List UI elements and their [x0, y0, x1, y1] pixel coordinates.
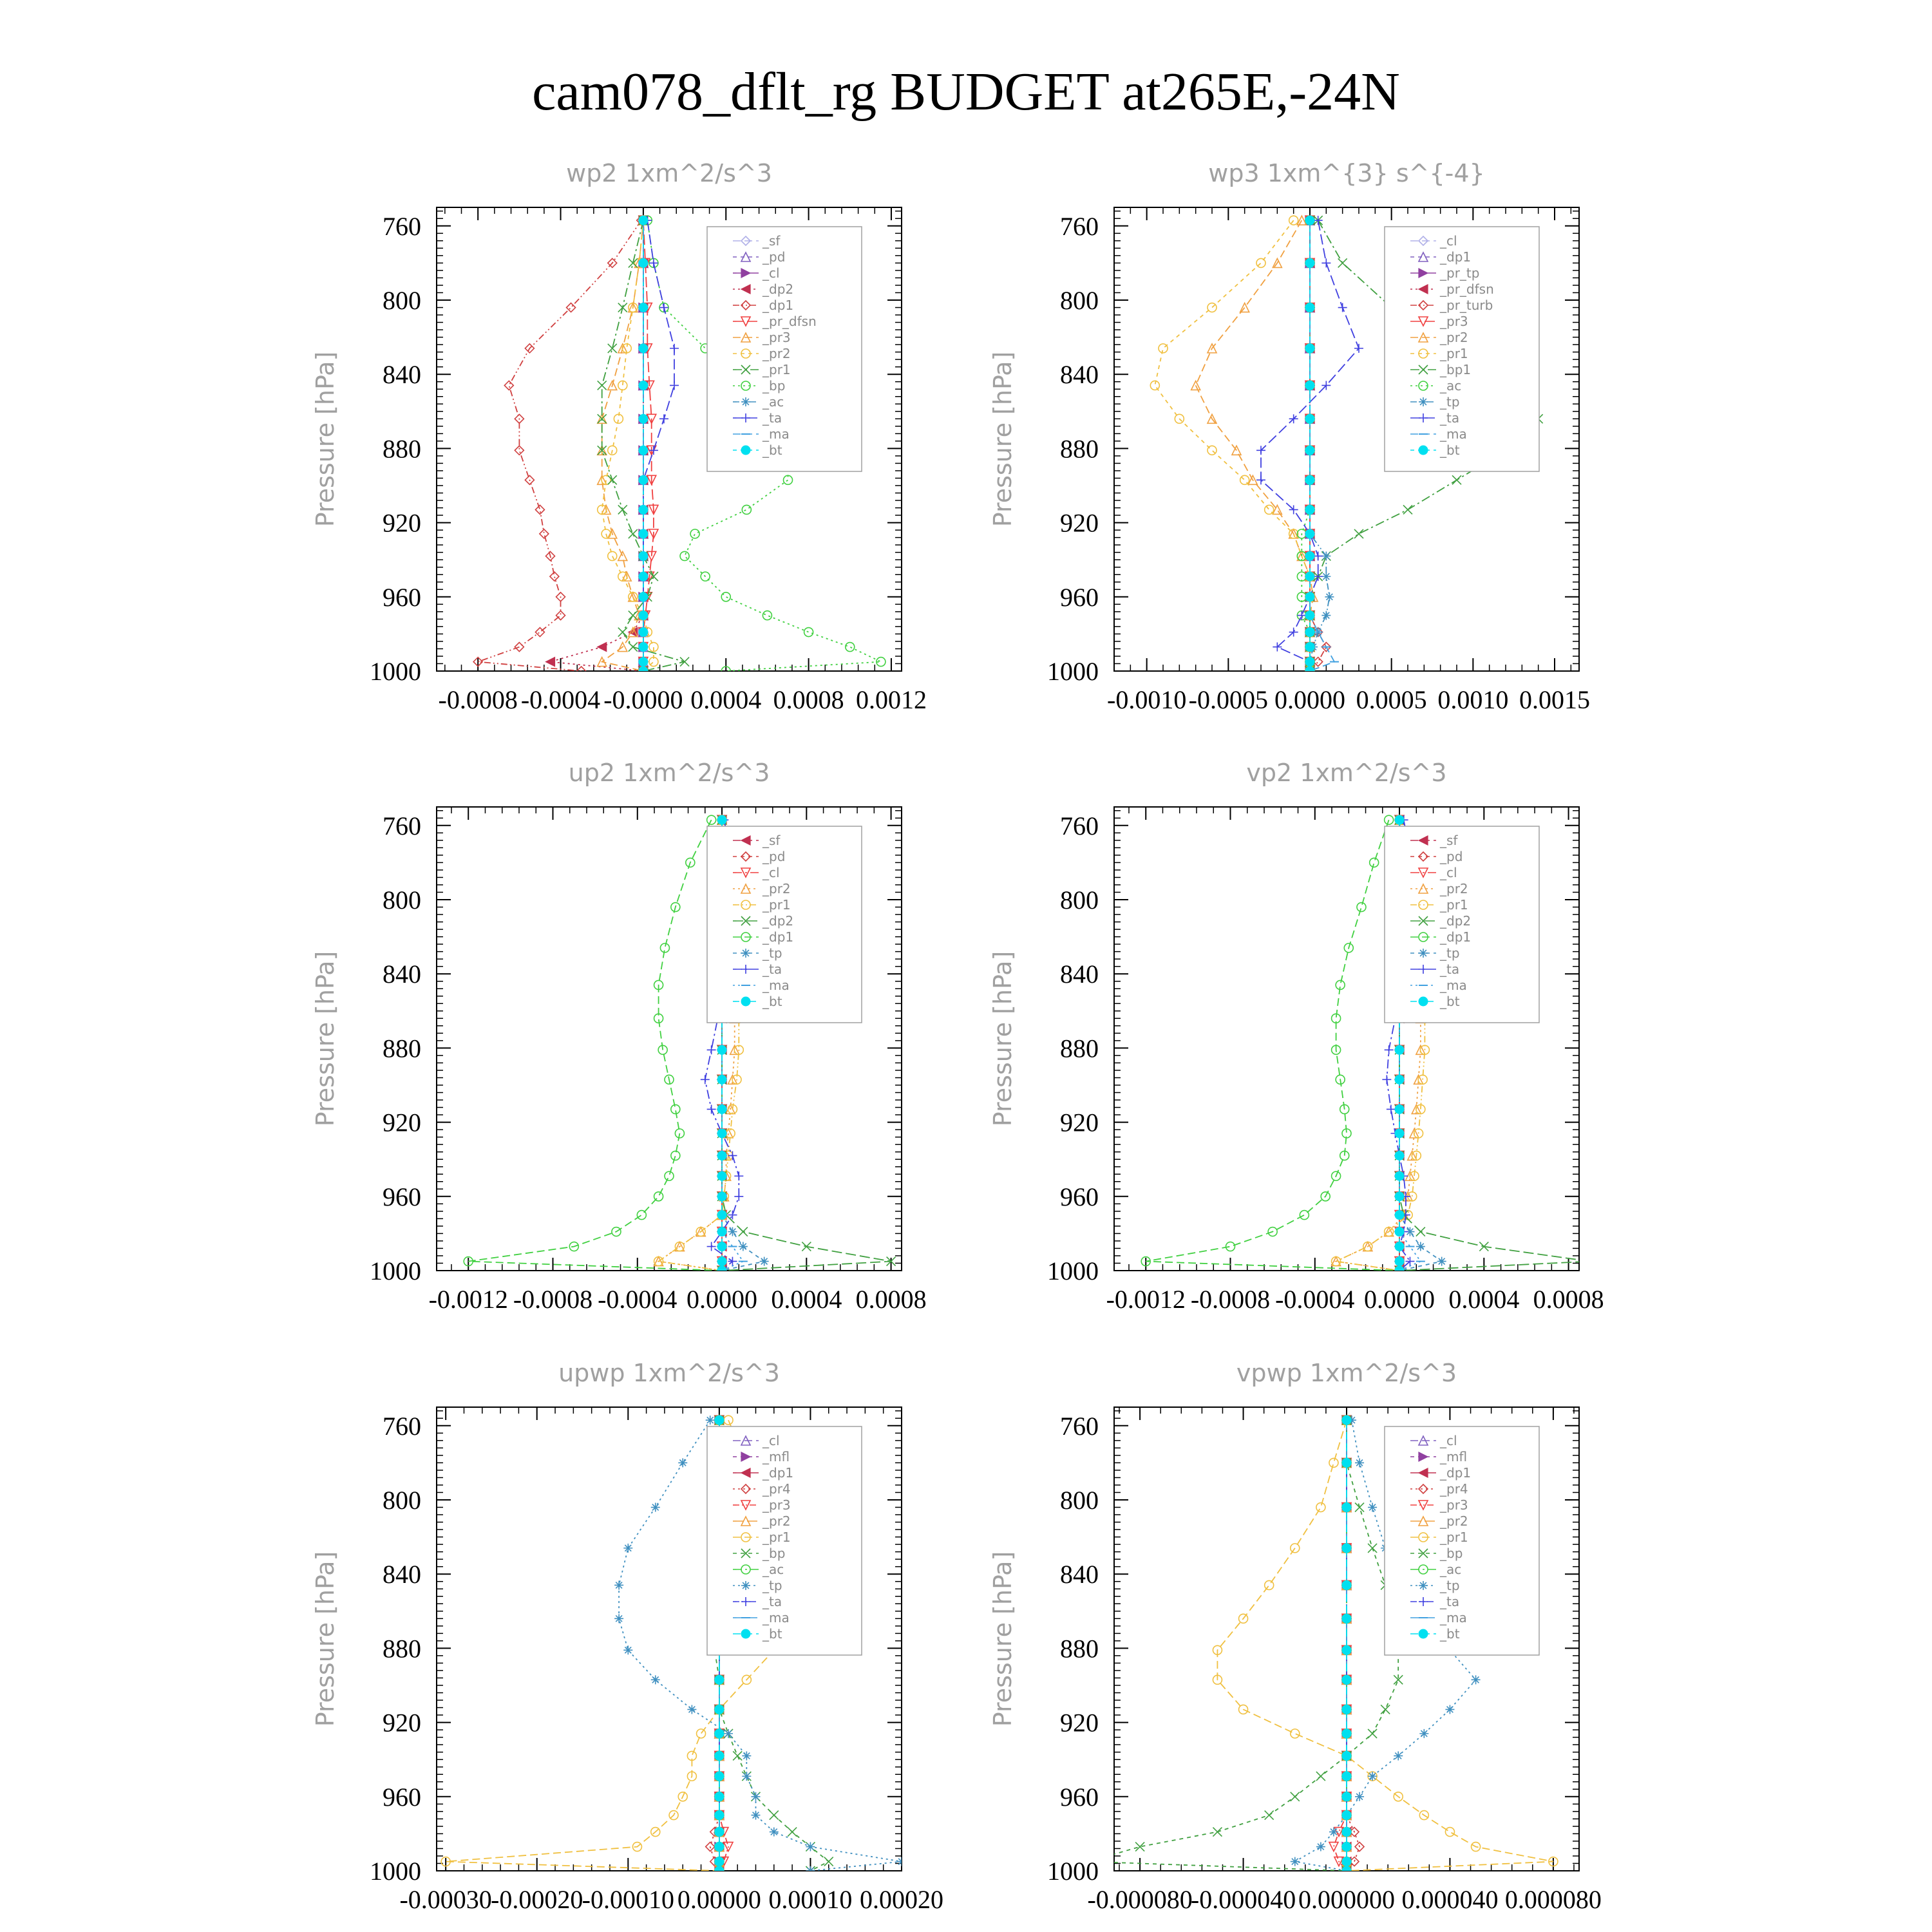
- x-tick-label: 0.0000: [1274, 685, 1345, 714]
- y-tick-label: 800: [1060, 286, 1099, 315]
- legend-label: _pr1: [762, 897, 791, 913]
- legend-label: _dp1: [762, 1465, 794, 1481]
- y-tick-label: 880: [1060, 434, 1099, 464]
- data-point: [715, 1772, 724, 1781]
- panel-title: up2 1xm^2/s^3: [568, 759, 770, 787]
- data-point: [1342, 1811, 1351, 1820]
- legend-label: _dp1: [762, 298, 794, 313]
- x-tick-label: 0.00020: [860, 1885, 943, 1914]
- legend-label: _pr_dfsn: [762, 314, 817, 329]
- legend-label: _pr2: [1440, 330, 1468, 345]
- legend-label: _dp2: [762, 913, 794, 929]
- y-tick-label: 840: [1060, 360, 1099, 390]
- y-tick-label: 760: [383, 1411, 421, 1441]
- legend-label: _ta: [1440, 1594, 1460, 1609]
- legend-label: _cl: [1440, 865, 1457, 880]
- y-axis-label: Pressure [hPa]: [311, 351, 339, 527]
- x-tick-label: 0.0015: [1519, 685, 1590, 714]
- data-point: [1445, 1705, 1454, 1714]
- legend-label: _pr3: [1440, 1497, 1468, 1513]
- legend-label: _pr1: [762, 362, 791, 377]
- legend-label: _mfl: [762, 1449, 790, 1464]
- data-point: [717, 1227, 726, 1236]
- legend-label: _dp1: [1440, 1465, 1472, 1481]
- legend-label: _pr_tp: [1440, 265, 1480, 281]
- x-tick-label: -0.000080: [1087, 1885, 1193, 1914]
- panel-title: vp2 1xm^2/s^3: [1246, 759, 1447, 787]
- data-point: [1305, 643, 1314, 652]
- y-tick-label: 760: [1060, 211, 1099, 241]
- x-tick-label: 0.0008: [773, 685, 844, 714]
- y-tick-label: 840: [1060, 1560, 1099, 1589]
- legend-label: _pr4: [762, 1481, 791, 1497]
- data-point: [639, 303, 648, 312]
- data-point: [1305, 216, 1314, 225]
- data-point: [806, 1842, 815, 1852]
- data-point: [639, 643, 648, 652]
- y-axis-label: Pressure [hPa]: [311, 951, 339, 1127]
- data-point: [1305, 303, 1314, 312]
- x-tick-label: -0.0004: [1275, 1285, 1355, 1314]
- data-point: [1394, 1751, 1403, 1760]
- x-tick-label: 0.0008: [855, 1285, 927, 1314]
- legend-label: _cl: [762, 1433, 780, 1448]
- data-point: [1355, 1792, 1364, 1801]
- x-tick-label: 0.0008: [1533, 1285, 1604, 1314]
- y-tick-label: 960: [1060, 1182, 1099, 1211]
- legend-marker: [1419, 1581, 1428, 1590]
- x-tick-label: 0.0004: [771, 1285, 842, 1314]
- x-tick-label: 0.000080: [1504, 1885, 1602, 1914]
- legend-label: _ac: [762, 1562, 784, 1577]
- legend-label: _pr4: [1440, 1481, 1468, 1497]
- data-point: [1342, 1842, 1351, 1852]
- legend-label: _cl: [1440, 233, 1457, 249]
- y-tick-label: 920: [1060, 1708, 1099, 1738]
- legend-marker: [741, 997, 750, 1006]
- data-point: [715, 1751, 724, 1760]
- legend-label: _ta: [762, 961, 782, 977]
- data-point: [639, 628, 648, 637]
- legend-label: _pr2: [1440, 881, 1468, 896]
- legend-label: _bp: [762, 1546, 786, 1561]
- x-tick-label: -0.0012: [1106, 1285, 1186, 1314]
- data-point: [1305, 344, 1314, 353]
- data-point: [639, 475, 648, 484]
- data-point: [1342, 1675, 1351, 1684]
- legend-label: _mfl: [1440, 1449, 1468, 1464]
- data-point: [715, 1416, 724, 1425]
- data-point: [1329, 1828, 1338, 1837]
- legend-label: _pr3: [762, 330, 791, 345]
- data-point: [1395, 1129, 1404, 1138]
- legend-label: _bt: [1440, 442, 1460, 458]
- data-point: [1395, 1192, 1404, 1201]
- y-axis-label: Pressure [hPa]: [989, 351, 1017, 527]
- x-tick-label: 0.0004: [1448, 1285, 1520, 1314]
- y-tick-label: 880: [383, 1034, 421, 1063]
- legend-label: _bt: [1440, 1626, 1460, 1642]
- legend-label: _pr2: [762, 881, 791, 896]
- legend-label: _tp: [1440, 945, 1460, 961]
- legend-label: _dp1: [1440, 249, 1472, 265]
- panel-title: wp2 1xm^2/s^3: [566, 159, 772, 187]
- data-point: [1368, 1503, 1377, 1512]
- legend-label: _pr3: [762, 1497, 791, 1513]
- legend-label: _cl: [762, 265, 780, 281]
- data-point: [1305, 505, 1314, 514]
- x-tick-label: -0.0000: [603, 685, 683, 714]
- y-tick-label: 960: [1060, 582, 1099, 612]
- y-tick-label: 960: [383, 582, 421, 612]
- y-tick-label: 800: [1060, 1486, 1099, 1515]
- legend-label: _pr_turb: [1440, 298, 1493, 313]
- y-tick-label: 880: [383, 1634, 421, 1663]
- data-point: [715, 1857, 724, 1866]
- data-point: [1342, 1458, 1351, 1467]
- legend-label: _pd: [762, 249, 786, 265]
- y-tick-label: 1000: [1047, 1857, 1099, 1886]
- legend-label: _dp1: [1440, 929, 1472, 945]
- legend-label: _pd: [1440, 849, 1463, 864]
- data-point: [715, 1705, 724, 1714]
- data-point: [715, 1811, 724, 1820]
- data-point: [717, 1257, 726, 1266]
- y-tick-label: 840: [383, 360, 421, 390]
- data-point: [1395, 1171, 1404, 1180]
- y-tick-label: 920: [1060, 508, 1099, 538]
- legend-label: _bt: [1440, 994, 1460, 1009]
- panel-title: upwp 1xm^2/s^3: [558, 1359, 780, 1387]
- legend-label: _ma: [1440, 426, 1467, 442]
- x-tick-label: -0.0004: [598, 1285, 677, 1314]
- x-tick-label: 0.0004: [690, 685, 762, 714]
- y-tick-label: 1000: [370, 657, 421, 686]
- data-point: [1342, 1416, 1351, 1425]
- data-point: [639, 344, 648, 353]
- legend-label: _pr3: [1440, 314, 1468, 329]
- legend-label: _ma: [762, 978, 790, 993]
- legend-label: _ta: [762, 1594, 782, 1609]
- data-point: [1305, 446, 1314, 455]
- data-point: [1395, 815, 1404, 824]
- data-point: [1342, 1503, 1351, 1512]
- data-point: [717, 1171, 726, 1180]
- data-point: [717, 815, 726, 824]
- legend-label: _bt: [762, 442, 782, 458]
- data-point: [1342, 1751, 1351, 1760]
- legend-label: _pr1: [762, 1530, 791, 1545]
- y-axis-label: Pressure [hPa]: [311, 1551, 339, 1727]
- data-point: [1437, 1257, 1446, 1266]
- legend-label: _pr1: [1440, 346, 1468, 361]
- y-tick-label: 880: [383, 434, 421, 464]
- data-point: [1305, 572, 1314, 581]
- x-tick-label: 0.0005: [1356, 685, 1427, 714]
- x-tick-label: 0.000000: [1298, 1885, 1395, 1914]
- legend-marker: [1419, 997, 1428, 1006]
- data-point: [717, 1242, 726, 1251]
- legend-marker: [741, 949, 750, 958]
- y-tick-label: 760: [383, 211, 421, 241]
- y-tick-label: 1000: [370, 1256, 421, 1285]
- y-tick-label: 760: [383, 811, 421, 840]
- legend-label: _bp1: [1440, 362, 1472, 377]
- data-point: [639, 414, 648, 423]
- legend-label: _sf: [762, 833, 781, 848]
- y-tick-label: 1000: [1047, 657, 1099, 686]
- x-tick-label: 0.000040: [1401, 1885, 1499, 1914]
- legend-label: _cl: [1440, 1433, 1457, 1448]
- x-tick-label: -0.00010: [582, 1885, 674, 1914]
- legend-label: _bp: [1440, 1546, 1463, 1561]
- legend-label: _tp: [762, 945, 782, 961]
- legend-label: _tp: [762, 1578, 782, 1593]
- legend-label: _pd: [762, 849, 786, 864]
- legend-marker: [741, 1629, 750, 1638]
- data-point: [715, 1675, 724, 1684]
- y-axis-label: Pressure [hPa]: [989, 1551, 1017, 1727]
- y-tick-label: 960: [1060, 1782, 1099, 1812]
- data-point: [639, 551, 648, 560]
- data-point: [639, 258, 648, 267]
- data-point: [1342, 1705, 1351, 1714]
- legend-label: _tp: [1440, 1578, 1460, 1593]
- y-tick-label: 960: [383, 1182, 421, 1211]
- legend-label: _ma: [762, 1610, 790, 1625]
- data-point: [1395, 1045, 1404, 1054]
- data-point: [717, 1129, 726, 1138]
- x-tick-label: 0.0000: [1364, 1285, 1435, 1314]
- y-tick-label: 1000: [370, 1857, 421, 1886]
- y-tick-label: 920: [383, 1708, 421, 1738]
- data-point: [1316, 1842, 1325, 1852]
- legend-label: _ma: [1440, 978, 1467, 993]
- x-tick-label: -0.0010: [1107, 685, 1187, 714]
- x-tick-label: 0.00000: [677, 1885, 761, 1914]
- data-point: [1305, 551, 1314, 560]
- panel-title: vpwp 1xm^2/s^3: [1236, 1359, 1457, 1387]
- data-point: [639, 592, 648, 601]
- y-tick-label: 840: [383, 960, 421, 989]
- data-point: [639, 611, 648, 620]
- data-point: [1342, 1614, 1351, 1623]
- data-point: [1305, 628, 1314, 637]
- y-tick-label: 800: [383, 1486, 421, 1515]
- data-point: [717, 1211, 726, 1220]
- data-point: [717, 1104, 726, 1113]
- x-tick-label: -0.000040: [1190, 1885, 1296, 1914]
- data-point: [1342, 1792, 1351, 1801]
- y-tick-label: 880: [1060, 1034, 1099, 1063]
- legend-marker: [1419, 949, 1428, 958]
- data-point: [1395, 1104, 1404, 1113]
- legend-marker: [1419, 1629, 1428, 1638]
- legend-label: _dp1: [762, 929, 794, 945]
- legend-marker: [1419, 446, 1428, 455]
- data-point: [717, 1151, 726, 1160]
- legend-label: _dp2: [762, 281, 794, 297]
- data-point: [1305, 592, 1314, 601]
- data-point: [1305, 658, 1314, 667]
- data-point: [717, 1192, 726, 1201]
- data-point: [651, 1675, 660, 1684]
- data-point: [1395, 1242, 1404, 1251]
- data-point: [1395, 1151, 1404, 1160]
- legend-label: _pr1: [1440, 897, 1468, 913]
- y-tick-label: 840: [1060, 960, 1099, 989]
- data-point: [1342, 1544, 1351, 1553]
- y-tick-label: 920: [383, 508, 421, 538]
- legend-label: _bt: [762, 994, 782, 1009]
- y-tick-label: 800: [383, 286, 421, 315]
- legend-label: _ac: [1440, 1562, 1462, 1577]
- data-point: [1305, 258, 1314, 267]
- data-point: [1305, 414, 1314, 423]
- legend-label: _tp: [1440, 394, 1460, 410]
- data-point: [1395, 1075, 1404, 1084]
- data-point: [715, 1828, 724, 1837]
- y-tick-label: 800: [383, 886, 421, 914]
- x-tick-label: -0.0004: [520, 685, 601, 714]
- x-tick-label: -0.00020: [491, 1885, 583, 1914]
- data-point: [639, 216, 648, 225]
- legend-label: _pr2: [762, 346, 791, 361]
- data-point: [639, 529, 648, 538]
- data-point: [639, 381, 648, 390]
- figure-title: cam078_dflt_rg BUDGET at265E,-24N: [532, 62, 1400, 122]
- legend-label: _ma: [762, 426, 790, 442]
- legend-label: _ta: [762, 410, 782, 426]
- legend-marker: [741, 397, 750, 406]
- data-point: [1321, 551, 1331, 560]
- data-point: [1395, 1257, 1404, 1266]
- data-point: [770, 1828, 779, 1837]
- data-point: [1419, 1729, 1428, 1738]
- data-point: [1395, 1211, 1404, 1220]
- legend-label: _dp2: [1440, 913, 1472, 929]
- data-point: [1342, 1828, 1351, 1837]
- x-tick-label: 0.0010: [1437, 685, 1509, 714]
- x-tick-label: 0.00010: [768, 1885, 853, 1914]
- x-tick-label: -0.00030: [399, 1885, 492, 1914]
- data-point: [1342, 1772, 1351, 1781]
- data-point: [715, 1729, 724, 1738]
- y-tick-label: 1000: [1047, 1256, 1099, 1285]
- legend-label: _ac: [1440, 378, 1462, 393]
- legend-marker: [741, 1581, 750, 1590]
- legend-label: _ta: [1440, 961, 1460, 977]
- legend-label: _bp: [762, 378, 786, 393]
- legend-label: _pr2: [762, 1513, 791, 1529]
- panel-title: wp3 1xm^{3} s^{-4}: [1208, 159, 1485, 187]
- y-tick-label: 760: [1060, 811, 1099, 840]
- legend-label: _ta: [1440, 410, 1460, 426]
- legend-label: _bt: [762, 1626, 782, 1642]
- data-point: [1305, 611, 1314, 620]
- legend-label: _ma: [1440, 1610, 1467, 1625]
- legend-label: _cl: [762, 865, 780, 880]
- y-tick-label: 800: [1060, 886, 1099, 914]
- data-point: [639, 572, 648, 581]
- legend-label: _sf: [762, 233, 781, 249]
- legend-label: _pr1: [1440, 1530, 1468, 1545]
- x-tick-label: -0.0008: [438, 685, 518, 714]
- data-point: [715, 1792, 724, 1801]
- x-tick-label: -0.0008: [1190, 1285, 1271, 1314]
- data-point: [1342, 1857, 1351, 1866]
- legend-label: _ac: [762, 394, 784, 410]
- legend-label: _pr_dfsn: [1440, 281, 1494, 297]
- y-tick-label: 920: [383, 1108, 421, 1137]
- data-point: [1342, 1645, 1351, 1654]
- data-point: [639, 446, 648, 455]
- data-point: [651, 1503, 660, 1512]
- x-tick-label: -0.0012: [428, 1285, 508, 1314]
- legend-marker: [1419, 397, 1428, 406]
- data-point: [1342, 1580, 1351, 1589]
- data-point: [715, 1842, 724, 1852]
- legend-label: _sf: [1440, 833, 1458, 848]
- x-tick-label: -0.0008: [513, 1285, 593, 1314]
- x-tick-label: 0.0000: [687, 1285, 758, 1314]
- data-point: [1305, 381, 1314, 390]
- y-tick-label: 840: [383, 1560, 421, 1589]
- data-point: [717, 1045, 726, 1054]
- data-point: [1368, 1772, 1377, 1781]
- x-tick-label: 0.0012: [855, 685, 927, 714]
- y-tick-label: 880: [1060, 1634, 1099, 1663]
- y-tick-label: 760: [1060, 1411, 1099, 1441]
- data-point: [1305, 475, 1314, 484]
- data-point: [1395, 1227, 1404, 1236]
- data-point: [639, 658, 648, 667]
- legend-marker: [741, 446, 750, 455]
- data-point: [1321, 572, 1331, 581]
- data-point: [1342, 1729, 1351, 1738]
- data-point: [1472, 1675, 1481, 1684]
- data-point: [1305, 529, 1314, 538]
- data-point: [639, 505, 648, 514]
- y-tick-label: 920: [1060, 1108, 1099, 1137]
- data-point: [717, 1075, 726, 1084]
- y-tick-label: 960: [383, 1782, 421, 1812]
- y-axis-label: Pressure [hPa]: [989, 951, 1017, 1127]
- x-tick-label: -0.0005: [1188, 685, 1268, 714]
- data-point: [1355, 1458, 1364, 1467]
- legend-label: _pr2: [1440, 1513, 1468, 1529]
